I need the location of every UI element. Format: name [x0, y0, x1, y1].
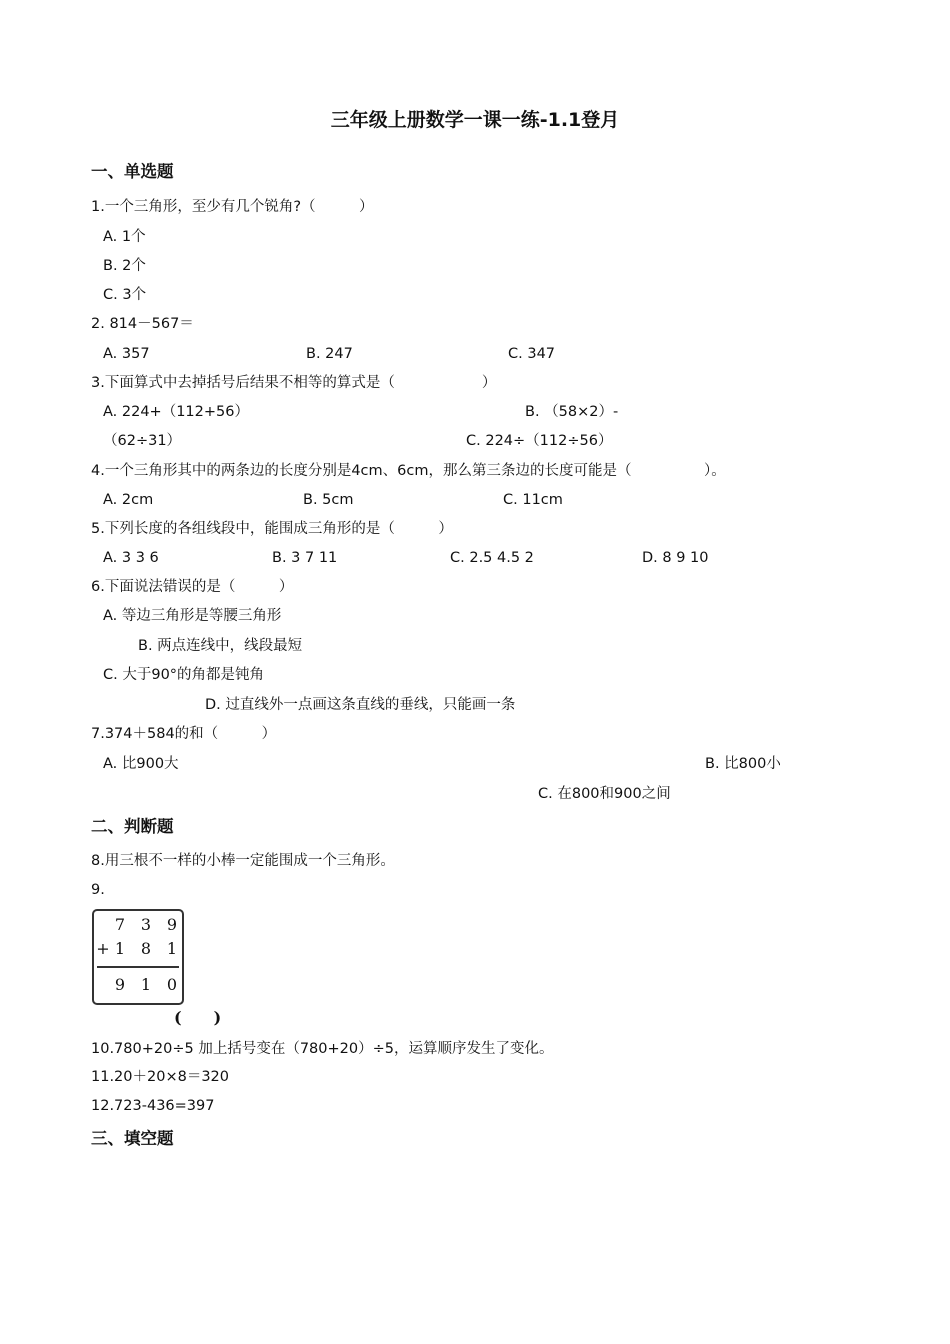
- question-7-option-a: A. 比900大: [103, 756, 179, 772]
- section-heading-single-choice: 一、单选题: [91, 162, 174, 181]
- question-12: 12.723-436=397: [91, 1098, 215, 1114]
- question-1-option-b: B. 2个: [103, 258, 146, 274]
- question-2-option-b: B. 247: [306, 346, 353, 362]
- question-3-option-c: C. 224÷（112÷56）: [466, 433, 613, 449]
- section-heading-fill-blank: 三、填空题: [91, 1129, 174, 1148]
- question-5-stem: 5.下列长度的各组线段中，能围成三角形的是（ ）: [91, 521, 453, 537]
- digit: 1: [140, 975, 152, 994]
- question-3-stem: 3.下面算式中去掉括号后结果不相等的算式是（ ）: [91, 375, 497, 391]
- question-5-option-a: A. 3 3 6: [103, 550, 159, 566]
- question-4-option-a: A. 2cm: [103, 492, 154, 508]
- vertical-addition-figure: [92, 909, 184, 1005]
- sum-row: [94, 975, 182, 999]
- digit: 1: [114, 939, 126, 958]
- question-5-option-b: B. 3 7 11: [272, 550, 338, 566]
- question-6-option-a: A. 等边三角形是等腰三角形: [103, 608, 282, 624]
- addend-1-row: [94, 915, 182, 939]
- digit: 8: [140, 939, 152, 958]
- question-4-stem: 4.一个三角形其中的两条边的长度分别是4cm、6cm，那么第三条边的长度可能是（ ）。: [91, 463, 726, 479]
- question-3-option-b-continued: （62÷31）: [103, 433, 182, 449]
- question-1-stem: 1.一个三角形，至少有几个锐角?（ ）: [91, 199, 374, 215]
- question-2-stem: 2. 814－567＝: [91, 316, 194, 332]
- question-2-option-a: A. 357: [103, 346, 150, 362]
- digit: 0: [166, 975, 178, 994]
- question-4-option-b: B. 5cm: [303, 492, 354, 508]
- digit: 3: [140, 915, 152, 934]
- question-1-option-a: A. 1个: [103, 229, 146, 245]
- page-title: 三年级上册数学一课一练-1.1登月: [330, 109, 620, 131]
- question-6-option-b: B. 两点连线中，线段最短: [138, 638, 303, 654]
- digit: 7: [114, 915, 126, 934]
- question-6-stem: 6.下面说法错误的是（ ）: [91, 579, 294, 595]
- digit: 9: [114, 975, 126, 994]
- question-11: 11.20＋20×8＝320: [91, 1069, 230, 1085]
- digit: 1: [166, 939, 178, 958]
- question-2-option-c: C. 347: [508, 346, 556, 362]
- question-6-option-c: C. 大于90°的角都是钝角: [103, 667, 265, 683]
- question-3-option-a: A. 224+（112+56）: [103, 404, 249, 420]
- answer-parentheses: ( ): [174, 1008, 222, 1027]
- question-1-option-c: C. 3个: [103, 287, 147, 303]
- question-8: 8.用三根不一样的小棒一定能围成一个三角形。: [91, 853, 395, 869]
- question-6-option-d: D. 过直线外一点画这条直线的垂线，只能画一条: [205, 697, 516, 713]
- addend-2-row: [94, 939, 182, 963]
- question-10: 10.780+20÷5 加上括号变在（780+20）÷5，运算顺序发生了变化。: [91, 1041, 554, 1057]
- question-7-option-b: B. 比800小: [705, 756, 781, 772]
- plus-sign: +: [96, 939, 110, 958]
- digit: 9: [166, 915, 178, 934]
- question-5-option-d: D. 8 9 10: [642, 550, 709, 566]
- question-5-option-c: C. 2.5 4.5 2: [450, 550, 534, 566]
- question-3-option-b: B. （58×2）-: [525, 404, 619, 420]
- question-7-stem: 7.374＋584的和（ ）: [91, 726, 277, 742]
- section-heading-true-false: 二、判断题: [91, 817, 174, 836]
- question-7-option-c: C. 在800和900之间: [538, 786, 671, 802]
- question-4-option-c: C. 11cm: [503, 492, 563, 508]
- sum-rule-line: [97, 966, 179, 968]
- question-9-number: 9.: [91, 882, 105, 898]
